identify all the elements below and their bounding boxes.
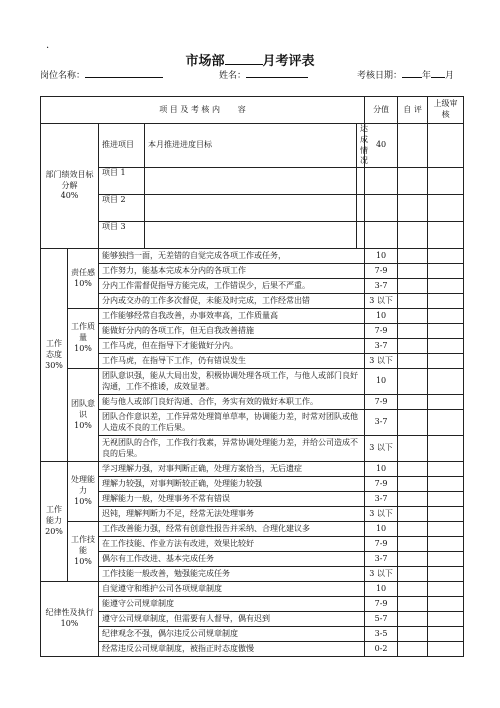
- group-team: 团队意识 10%: [68, 369, 99, 462]
- table-row: [41, 369, 464, 395]
- self-score-cell[interactable]: [398, 195, 428, 222]
- superior-score-cell[interactable]: [428, 522, 464, 537]
- score-range: 3-7: [365, 279, 398, 294]
- table-row: [41, 597, 464, 612]
- superior-score-cell[interactable]: [428, 462, 464, 477]
- dept-col-item: 推进项目: [99, 124, 145, 168]
- superior-score-cell[interactable]: [428, 279, 464, 294]
- table-row: [41, 294, 464, 309]
- score-cell: [365, 222, 398, 249]
- position-input-line[interactable]: [85, 68, 163, 78]
- group-skills: 工作技能 10%: [68, 522, 99, 582]
- criterion-text: 在工作技能、作业方法有改进，效果比较好: [99, 537, 365, 552]
- goal-cell[interactable]: [145, 168, 357, 195]
- score-cell: [365, 195, 398, 222]
- superior-score-cell[interactable]: [428, 582, 464, 597]
- score-range: 7-9: [365, 395, 398, 410]
- superior-score-cell[interactable]: [428, 567, 464, 582]
- superior-score-cell[interactable]: [428, 124, 464, 168]
- self-score-cell[interactable]: [398, 462, 428, 477]
- table-header-row: [41, 97, 464, 124]
- table-row: [41, 324, 464, 339]
- score-range: 3-7: [365, 339, 398, 354]
- self-score-cell[interactable]: [398, 597, 428, 612]
- criterion-text: 自觉遵守和维护公司各项规章制度: [99, 582, 365, 597]
- month-label: 月: [445, 71, 455, 81]
- score-range: 7-9: [365, 597, 398, 612]
- superior-score-cell[interactable]: [428, 324, 464, 339]
- superior-score-cell[interactable]: [428, 627, 464, 642]
- group-handling: 处理能力 10%: [68, 462, 99, 522]
- score-range: 3-7: [365, 552, 398, 567]
- criterion-text: 工作努力，能基本完成本分内的各项工作: [99, 264, 365, 279]
- table-row: [41, 279, 464, 294]
- criterion-text: 团队意识强，能从大局出发，积极协调处理各项工作，与他人或部门良好沟通，工作不推诿，成效显著。: [99, 369, 365, 395]
- criterion-text: 偶尔有工作改进、基本完成任务: [99, 552, 365, 567]
- criterion-text: 迟钝，理解判断力不足，经常无法处理事务: [99, 507, 365, 522]
- score-range: 3-5: [365, 627, 398, 642]
- self-score-cell[interactable]: [398, 612, 428, 627]
- dept-col-status: 达成情况: [357, 124, 365, 168]
- score-range: 3 以下: [365, 294, 398, 309]
- header-score: 分值: [365, 97, 398, 124]
- self-score-cell[interactable]: [398, 168, 428, 195]
- criterion-text: 学习理解力强，对事判断正确，处理方案恰当，无后遗症: [99, 462, 365, 477]
- criterion-text: 能与他人或部门良好沟通、合作，务实有效的做好本职工作。: [99, 395, 365, 410]
- self-score-cell[interactable]: [398, 222, 428, 249]
- self-score-cell[interactable]: [398, 537, 428, 552]
- position-label: 岗位名称：: [40, 71, 86, 81]
- superior-score-cell[interactable]: [428, 168, 464, 195]
- dept-section-label: 部门绩效目标分解 40%: [41, 124, 99, 249]
- score-range: 5-7: [365, 612, 398, 627]
- month-blank[interactable]: [225, 52, 263, 65]
- table-row: [41, 222, 464, 249]
- table-row: [41, 522, 464, 537]
- position-field: [40, 68, 163, 81]
- table-row: [41, 462, 464, 477]
- table-row: [41, 552, 464, 567]
- superior-score-cell[interactable]: [428, 477, 464, 492]
- self-score-cell[interactable]: [398, 294, 428, 309]
- score-range: 0-2: [365, 642, 398, 657]
- score-range: 10: [365, 369, 398, 395]
- criterion-text: 无视团队的合作，工作我行我素，异常协调处理能力差，并给公司造成不良的后果。: [99, 436, 365, 462]
- ability-section-label: 工作能力 20%: [41, 462, 68, 582]
- superior-score-cell[interactable]: [428, 195, 464, 222]
- name-input-line[interactable]: [246, 68, 308, 78]
- year-label: 年: [422, 71, 432, 81]
- table-row: [41, 195, 464, 222]
- criterion-text: 理解能力一般，处理事务不常有错误: [99, 492, 365, 507]
- score-range: 7-9: [365, 537, 398, 552]
- score-range: 3 以下: [365, 507, 398, 522]
- self-score-cell[interactable]: [398, 642, 428, 657]
- table-row: [41, 249, 464, 264]
- score-cell: [365, 168, 398, 195]
- table-row: [41, 395, 464, 410]
- self-score-cell[interactable]: [398, 324, 428, 339]
- self-score-cell[interactable]: [398, 354, 428, 369]
- table-row: [41, 339, 464, 354]
- superior-score-cell[interactable]: [428, 612, 464, 627]
- table-row: [41, 537, 464, 552]
- superior-score-cell[interactable]: [428, 410, 464, 436]
- superior-score-cell[interactable]: [428, 436, 464, 462]
- score-range: 7-9: [365, 324, 398, 339]
- superior-score-cell[interactable]: [428, 537, 464, 552]
- form-title: [0, 50, 500, 69]
- score-range: 7-9: [365, 264, 398, 279]
- criterion-text: 工作能够经常自我改善，办事效率高，工作质量高: [99, 309, 365, 324]
- self-score-cell[interactable]: [398, 124, 428, 168]
- self-score-cell[interactable]: [398, 309, 428, 324]
- self-score-cell[interactable]: [398, 552, 428, 567]
- project-label: 项目 1: [99, 168, 145, 195]
- criterion-text: 工作马虎，在指导下工作，仍有错误发生: [99, 354, 365, 369]
- self-score-cell[interactable]: [398, 582, 428, 597]
- superior-score-cell[interactable]: [428, 395, 464, 410]
- criterion-text: 能遵守公司规章制度: [99, 597, 365, 612]
- table-row: [41, 642, 464, 657]
- header-items: 项 目 及 考 核 内 容: [41, 97, 365, 124]
- criterion-text: 团队合作意识差，工作异常处理简单草率，协调能力差，时常对团队或他人造成不良的工作后果。: [99, 410, 365, 436]
- table-row: [41, 627, 464, 642]
- dept-score: 40: [365, 124, 398, 168]
- score-range: 3 以下: [365, 354, 398, 369]
- goal-cell[interactable]: [145, 222, 357, 249]
- goal-cell[interactable]: [145, 195, 357, 222]
- criterion-text: 理解力较强，对事判断较正确，处理能力较强: [99, 477, 365, 492]
- project-label: 项目 3: [99, 222, 145, 249]
- group-quality: 工作质量 10%: [68, 309, 99, 369]
- status-cell[interactable]: [357, 222, 365, 249]
- self-score-cell[interactable]: [398, 477, 428, 492]
- table-row: [41, 124, 464, 168]
- superior-score-cell[interactable]: [428, 552, 464, 567]
- self-score-cell[interactable]: [398, 395, 428, 410]
- status-cell[interactable]: [357, 195, 365, 222]
- self-score-cell[interactable]: [398, 436, 428, 462]
- self-score-cell[interactable]: [398, 279, 428, 294]
- table-row: [41, 567, 464, 582]
- header-superior: 上级审核: [428, 97, 464, 124]
- table-row: [41, 264, 464, 279]
- score-range: 10: [365, 582, 398, 597]
- superior-score-cell[interactable]: [428, 492, 464, 507]
- project-label: 项目 2: [99, 195, 145, 222]
- score-range: 3-7: [365, 492, 398, 507]
- superior-score-cell[interactable]: [428, 294, 464, 309]
- name-field: [219, 68, 308, 81]
- title-suffix: 月考评表: [262, 54, 315, 69]
- table-row: [41, 612, 464, 627]
- superior-score-cell[interactable]: [428, 597, 464, 612]
- year-input-line[interactable]: [402, 68, 422, 78]
- table-row: [41, 477, 464, 492]
- self-score-cell[interactable]: [398, 492, 428, 507]
- title-dept: 市场部: [185, 54, 225, 69]
- superior-score-cell[interactable]: [428, 507, 464, 522]
- criterion-text: 能够独挡一面，无差错的自觉完成各项工作或任务，: [99, 249, 365, 264]
- status-cell[interactable]: [357, 168, 365, 195]
- score-range: 10: [365, 522, 398, 537]
- superior-score-cell[interactable]: [428, 369, 464, 395]
- score-range: 3 以下: [365, 436, 398, 462]
- score-range: 3 以下: [365, 567, 398, 582]
- table-row: [41, 168, 464, 195]
- superior-score-cell[interactable]: [428, 264, 464, 279]
- table-row: [41, 507, 464, 522]
- score-range: 10: [365, 309, 398, 324]
- self-score-cell[interactable]: [398, 410, 428, 436]
- self-score-cell[interactable]: [398, 627, 428, 642]
- superior-score-cell[interactable]: [428, 354, 464, 369]
- evaluation-table: [40, 96, 464, 657]
- score-range: 10: [365, 249, 398, 264]
- criterion-text: 能做好分内的各项工作，但无自我改善措施: [99, 324, 365, 339]
- criterion-text: 分内工作需督促指导方能完成，工作错误少，后果不严重。: [99, 279, 365, 294]
- header-self: 自 评: [398, 97, 428, 124]
- date-field: [357, 68, 454, 81]
- criterion-text: 经常违反公司规章制度，被指正时态度傲慢: [99, 642, 365, 657]
- discipline-section-label: 纪律性及执行 10%: [41, 582, 99, 657]
- score-range: 3-7: [365, 410, 398, 436]
- score-range: 7-9: [365, 477, 398, 492]
- criterion-text: 工作马虎，但在指导下才能做好分内。: [99, 339, 365, 354]
- self-score-cell[interactable]: [398, 507, 428, 522]
- self-score-cell[interactable]: [398, 249, 428, 264]
- self-score-cell[interactable]: [398, 264, 428, 279]
- superior-score-cell[interactable]: [428, 339, 464, 354]
- criterion-text: 工作技能一般改善，勉强能完成任务: [99, 567, 365, 582]
- superior-score-cell[interactable]: [428, 222, 464, 249]
- superior-score-cell[interactable]: [428, 642, 464, 657]
- table-row: [41, 582, 464, 597]
- criterion-text: 工作改善能力强，经常有创意性报告并采纳、合理化建议多: [99, 522, 365, 537]
- name-label: 姓名：: [219, 71, 247, 81]
- superior-score-cell[interactable]: [428, 249, 464, 264]
- self-score-cell[interactable]: [398, 369, 428, 395]
- date-label: 考核日期：: [357, 71, 403, 81]
- attitude-section-label: 工作态度 30%: [41, 249, 68, 462]
- table-row: [41, 410, 464, 436]
- criterion-text: 纪律观念不强，偶尔违反公司规章制度: [99, 627, 365, 642]
- criterion-text: 遵守公司规章制度，但需要有人督导，偶有迟到: [99, 612, 365, 627]
- score-range: 10: [365, 462, 398, 477]
- criterion-text: 分内或交办的工作多次督促，未能及时完成，工作经常出错: [99, 294, 365, 309]
- table-row: [41, 436, 464, 462]
- table-row: [41, 309, 464, 324]
- self-score-cell[interactable]: [398, 567, 428, 582]
- dept-col-goal: 本月推进进度目标: [145, 124, 357, 168]
- self-score-cell[interactable]: [398, 522, 428, 537]
- table-row: [41, 354, 464, 369]
- table-row: [41, 492, 464, 507]
- stray-mark: .: [46, 40, 50, 51]
- superior-score-cell[interactable]: [428, 309, 464, 324]
- month-input-line[interactable]: [431, 68, 445, 78]
- group-responsibility: 责任感 10%: [68, 249, 99, 309]
- self-score-cell[interactable]: [398, 339, 428, 354]
